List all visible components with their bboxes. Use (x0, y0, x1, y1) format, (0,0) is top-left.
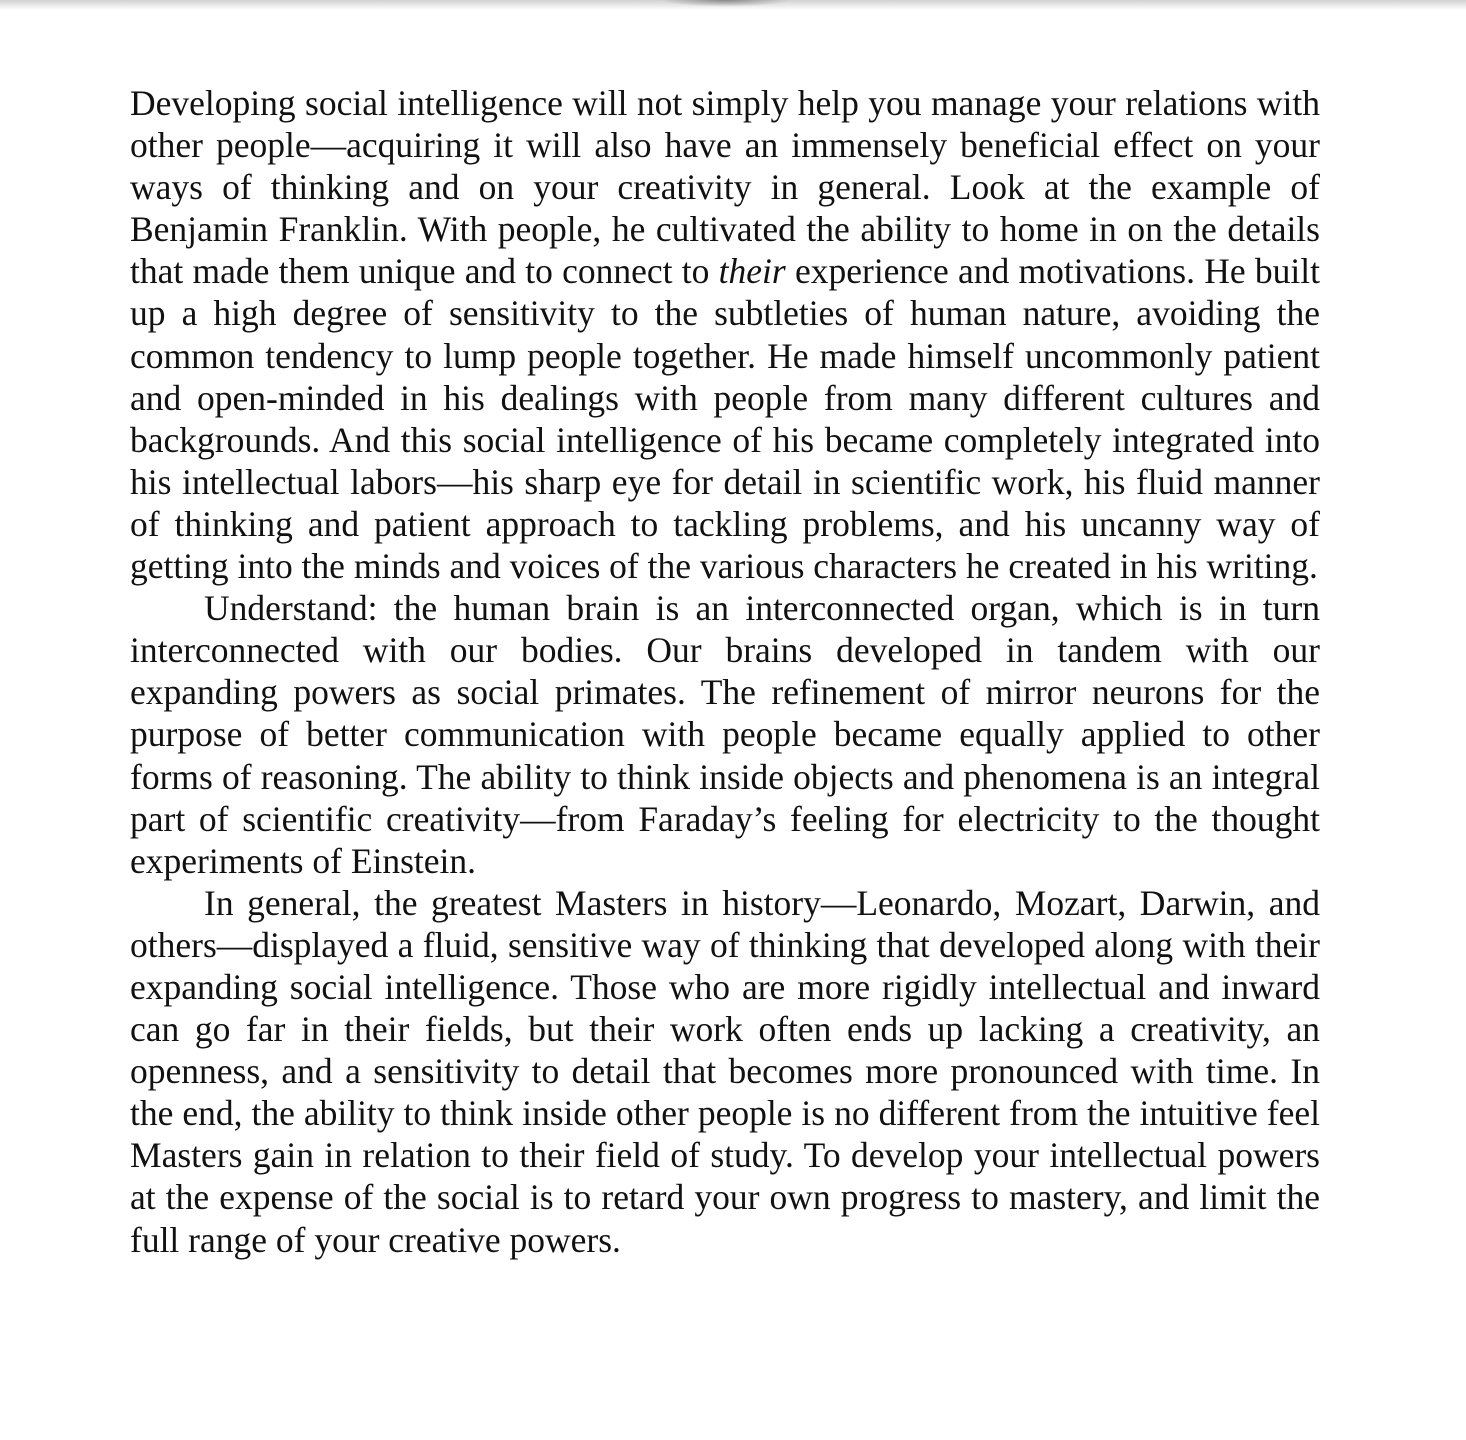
page-body-text (130, 82, 1320, 1261)
paragraph-2: Understand: the human brain is an interconnected organ, which is in turn interconnected with our bodies. Our brains developed in tandem with our expanding powers as social primates. The refinement of mirror neurons for the purpose of better communication with people became equally applied to other forms of reasoning. The ability to think inside objects and phenomena is an integral part of scientific creativity—from Faraday’s feeling for electricity to the thought experiments of Einstein. (130, 588, 1320, 881)
page-top-notch (660, 0, 790, 7)
paragraph-1-text-start: Developing social intelligence will not simply help you manage your relations with other people—acquiring it will also have an immensely beneficial effect on your ways of thinking and on your creativity in general. Look at the example of Benjamin Franklin. With people, he cultivated the ability to home in on the details that made them unique and to connect to (130, 83, 1320, 292)
paragraph-1 (130, 82, 1320, 587)
paragraph-1-text-end: experience and motivations. He built up a high degree of sensitivity to the subtleties of human nature, avoiding the common tendency to lump people together. He made himself uncommonly patient and open-minded in his dealings with people from many different cultures and backgrounds. And this social intelligence of his became completely integrated into his intellectual labors—his sharp eye for detail in scientific work, his fluid manner of thinking and patient approach to tackling problems, and his uncanny way of getting into the minds and voices of the various characters he created in his writing. (130, 251, 1320, 587)
paragraph-1-emphasis: their (718, 251, 786, 292)
paragraph-3: In general, the greatest Masters in history—Leonardo, Mozart, Darwin, and others—displayed a fluid, sensitive way of thinking that developed along with their expanding social intelligence. Those who are more rigidly intellectual and inward can go far in their fields, but their work often ends up lacking a creativity, an openness, and a sensitivity to detail that becomes more pronounced with time. In the end, the ability to think inside other people is no different from the intuitive feel Masters gain in relation to their field of study. To develop your intellectual powers at the expense of the social is to retard your own progress to mastery, and limit the full range of your creative powers. (130, 882, 1320, 1260)
